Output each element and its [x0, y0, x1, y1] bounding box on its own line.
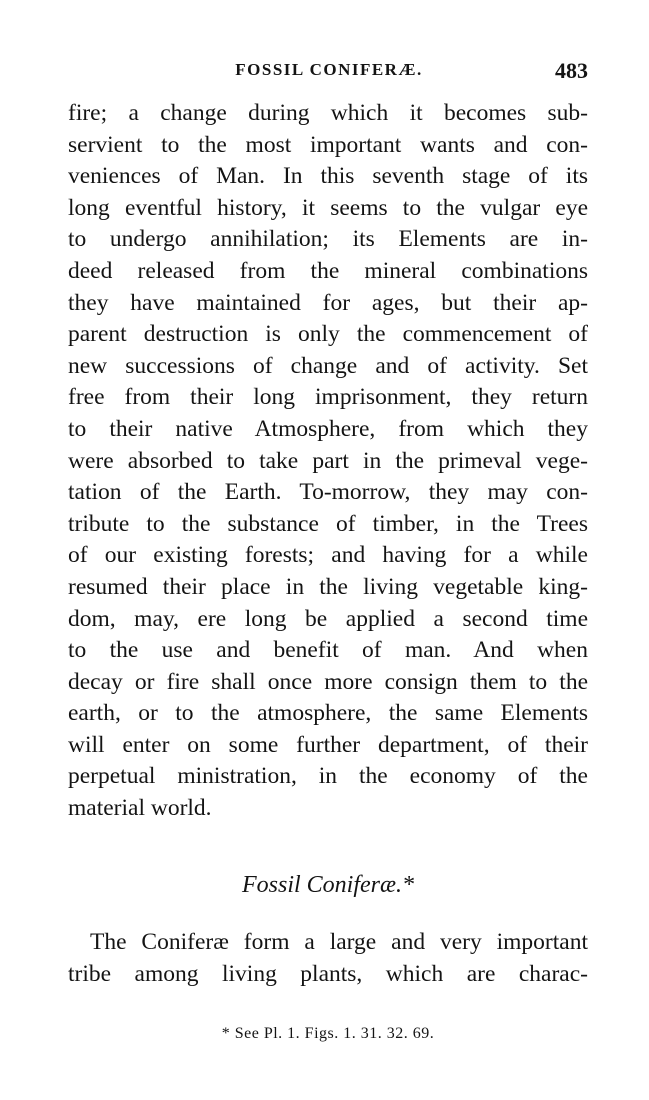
- text-line: The Coniferæ form a large and very important: [90, 929, 588, 955]
- text-line: will enter on some further department, of their: [68, 731, 588, 758]
- text-line: fire; a change during which it becomes sub-: [68, 100, 588, 126]
- text-line: long eventful history, it seems to the vulgar eye: [68, 194, 588, 221]
- section-heading: Fossil Coniferæ.*: [241, 872, 415, 898]
- text-line: new successions of change and of activity. Set: [68, 352, 588, 379]
- text-line: tribute to the substance of timber, in the Trees: [68, 510, 588, 537]
- text-line: free from their long imprisonment, they return: [68, 384, 588, 411]
- text-line: to the use and benefit of man. And when: [68, 637, 588, 664]
- text-line: perpetual ministration, in the economy of the: [68, 763, 588, 790]
- footnote: * See Pl. 1. Figs. 1. 31. 32. 69.: [221, 1025, 435, 1042]
- text-line: dom, may, ere long be applied a second time: [68, 605, 588, 632]
- text-line: deed released from the mineral combinations: [68, 257, 588, 284]
- text-line: were absorbed to take part in the primeval vege-: [68, 447, 588, 474]
- text-line: servient to the most important wants and con-: [68, 131, 588, 158]
- text-line: resumed their place in the living vegetable king-: [68, 573, 588, 600]
- running-title: FOSSIL CONIFERÆ.: [235, 60, 423, 79]
- text-line: material world.: [68, 795, 212, 822]
- text-line: veniences of Man. In this seventh stage of its: [68, 163, 588, 190]
- section-paragraph: [68, 927, 588, 990]
- text-line: to their native Atmosphere, from which they: [68, 415, 588, 442]
- paragraph: [68, 98, 588, 825]
- page-number: 483: [555, 58, 588, 83]
- text-line: they have maintained for ages, but their ap-: [68, 289, 588, 316]
- text-line: to undergo annihilation; its Elements are in-: [68, 226, 588, 253]
- text-line: tribe among living plants, which are charac-: [68, 960, 588, 987]
- text-line: decay or fire shall once more consign them to the: [68, 668, 588, 695]
- text-line: tation of the Earth. To-morrow, they may con-: [68, 479, 588, 506]
- text-line: earth, or to the atmosphere, the same Elements: [68, 700, 588, 727]
- running-head: [68, 58, 590, 88]
- text-line: parent destruction is only the commencement of: [68, 321, 588, 348]
- text-line: of our existing forests; and having for a while: [68, 542, 588, 569]
